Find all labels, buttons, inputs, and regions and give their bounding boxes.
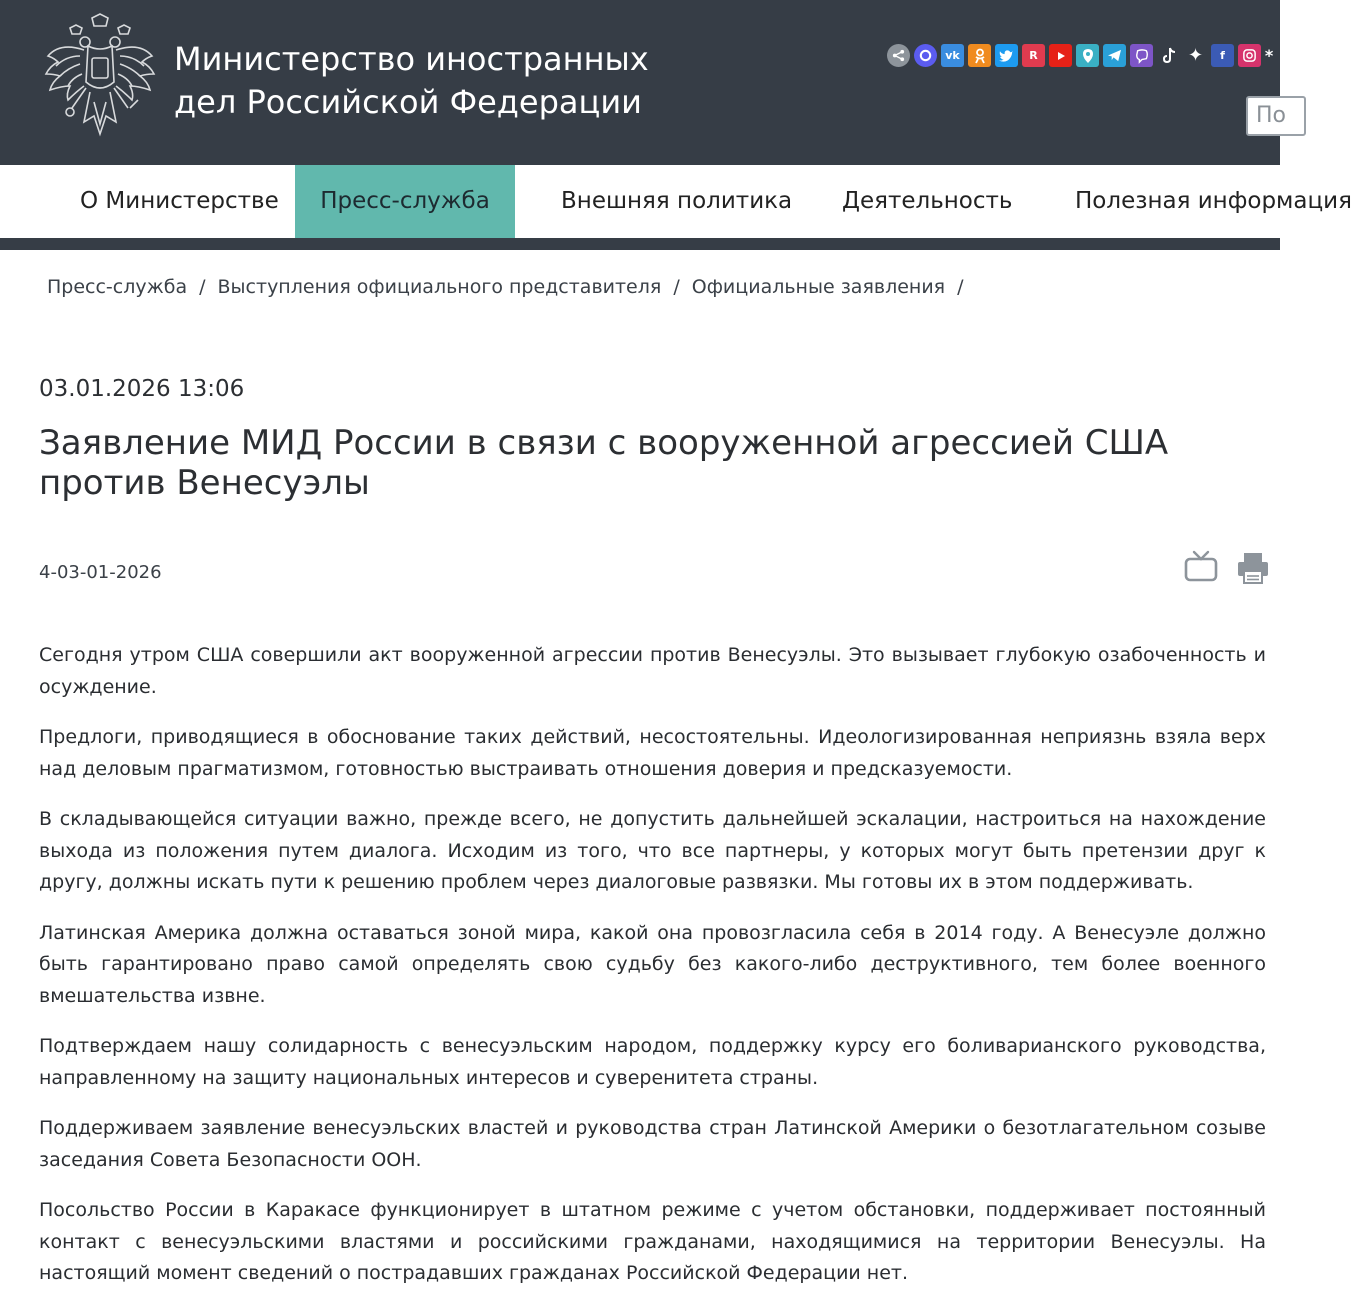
tiktok-icon[interactable] [1157, 44, 1180, 67]
article-body [39, 640, 1266, 1309]
site-title[interactable] [174, 38, 649, 124]
site-title-line2: дел Российской Федерации [174, 83, 642, 121]
max-icon[interactable] [914, 44, 937, 67]
sparkle-icon[interactable]: ✦ [1187, 45, 1204, 66]
breadcrumb [47, 276, 976, 298]
instagram-icon[interactable] [1238, 44, 1261, 67]
share-icon[interactable] [887, 44, 910, 67]
breadcrumb-item-press-service[interactable]: Пресс-служба [47, 276, 188, 298]
nav-item-useful-info[interactable]: Полезная информация [1075, 188, 1352, 214]
more-icon[interactable]: * [1264, 46, 1274, 65]
facebook-icon[interactable]: f [1211, 44, 1234, 67]
article-paragraph: Сегодня утром США совершили акт вооруженной агрессии против Венесуэлы. Это вызывает глубокую озабоченность и осуждение. [39, 644, 1266, 698]
nav-item-press-service[interactable]: Пресс-служба [295, 165, 515, 238]
twitter-icon[interactable] [995, 44, 1018, 67]
breadcrumb-separator: / [199, 276, 206, 298]
article-paragraph: Поддерживаем заявление венесуэльских властей и руководства стран Латинской Америки о безотлагательном созыве заседания Совета Безопасности ООН. [39, 1117, 1266, 1171]
tv-icon[interactable] [1183, 548, 1219, 584]
breadcrumb-item-spokesperson[interactable]: Выступления официального представителя [217, 276, 662, 298]
location-icon[interactable] [1076, 44, 1099, 67]
telegram-icon[interactable] [1103, 44, 1126, 67]
nav-item-foreign-policy[interactable]: Внешняя политика [561, 188, 793, 214]
document-number: 4-03-01-2026 [39, 562, 162, 583]
viber-icon[interactable] [1130, 44, 1153, 67]
search-input[interactable]: По [1246, 96, 1306, 136]
article-paragraph: Предлоги, приводящиеся в обоснование таких действий, несостоятельны. Идеологизированная неприязнь взяла верх над деловым прагматизмом, готовностью выстраивать отношения доверия и предсказуемости. [39, 726, 1266, 780]
site-header [0, 0, 1287, 165]
article-paragraph: Подтверждаем нашу солидарность с венесуэльским народом, поддержку курсу его боливарианского руководства, направленному на защиту национальных интересов и суверенитета страны. [39, 1035, 1266, 1089]
article-paragraph: Посольство России в Каракасе функционирует в штатном режиме с учетом обстановки, поддерживает постоянный контакт с венесуэльскими властями и российскими гражданами, находящимися на территории Венесуэлы. На настоящий момент сведений о пострадавших гражданах Российской Федерации нет. [39, 1199, 1266, 1284]
nav-item-activity[interactable]: Деятельность [842, 188, 1013, 214]
breadcrumb-item-statements[interactable]: Официальные заявления [691, 276, 946, 298]
article-paragraph: В складывающейся ситуации важно, прежде всего, не допустить дальнейшей эскалации, настроиться на нахождение выхода из положения путем диалога. Исходим из того, что все партнеры, у которых могут быть претензии друг к другу, должны искать пути к решению проблем через диалоговые развязки. Мы готовы их в этом поддерживать. [39, 808, 1266, 893]
article-title: Заявление МИД России в связи с вооруженной агрессией США против Венесуэлы [39, 423, 1169, 503]
youtube-icon[interactable] [1049, 44, 1072, 67]
site-title-line1: Министерство иностранных [174, 40, 649, 78]
odnoklassniki-icon[interactable] [968, 44, 991, 67]
breadcrumb-separator: / [957, 276, 964, 298]
nav-divider [0, 238, 1280, 250]
coat-of-arms-logo[interactable] [40, 12, 160, 144]
social-links [887, 44, 1273, 68]
nav-item-ministry[interactable]: О Министерстве [80, 188, 279, 214]
rutube-icon[interactable]: R [1022, 44, 1045, 67]
article-paragraph: Латинская Америка должна оставаться зоной мира, какой она провозгласила себя в 2014 году. А Венесуэле должно быть гарантировано право самой определять свою судьбу без какого-либо деструктивного, тем более военного вмешательства извне. [39, 921, 1266, 1007]
vk-icon[interactable]: vk [941, 44, 964, 67]
main-nav [0, 165, 1352, 238]
print-icon[interactable] [1236, 550, 1270, 586]
breadcrumb-separator: / [673, 276, 680, 298]
article-date: 03.01.2026 13:06 [39, 376, 245, 402]
